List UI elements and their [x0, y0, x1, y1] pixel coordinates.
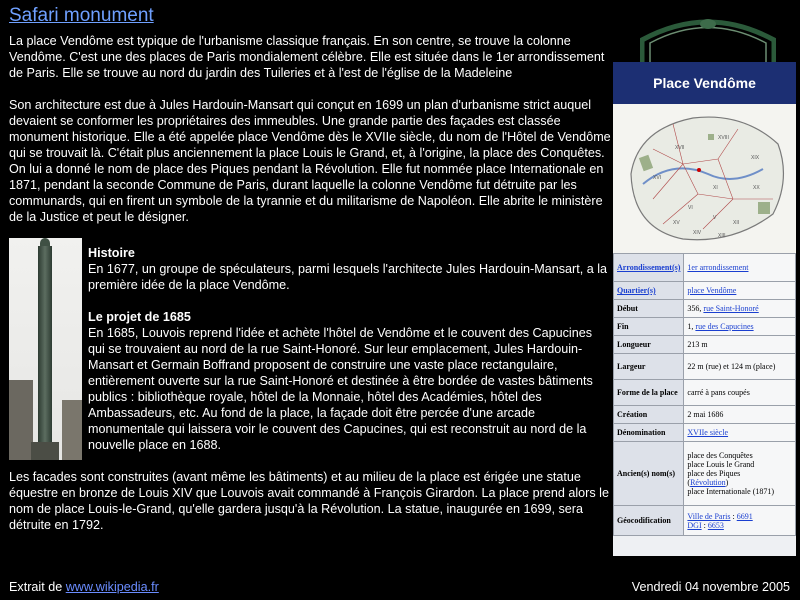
forme-key: Forme de la place	[614, 380, 684, 406]
ancien-nom: place Internationale (1871)	[687, 487, 775, 496]
creation-value: 2 mai 1686	[684, 406, 796, 424]
paris-map	[613, 104, 796, 253]
arrondissement-link[interactable]: 1er arrondissement	[687, 263, 749, 272]
table-row	[614, 406, 796, 424]
histoire-paragraph: En 1677, un groupe de spéculateurs, parmi lesquels l'architecte Jules Hardouin-Mansart, a la première idée de la place Vendôme.	[88, 262, 608, 292]
arrondissement-key-link[interactable]: Arrondissement(s)	[617, 263, 681, 272]
table-row: Géocodification Ville de Paris : 6691 DGI : 6653	[614, 506, 796, 536]
svg-text:XV: XV	[673, 220, 680, 226]
dgi-link[interactable]: DGI	[687, 520, 702, 530]
colonne-vendome-photo	[9, 238, 82, 460]
table-row	[614, 336, 796, 354]
anciens-noms-key: Ancien(s) nom(s)	[614, 442, 684, 506]
siecle-link[interactable]: XVIIe siècle	[687, 428, 729, 437]
svg-text:XX: XX	[753, 185, 760, 191]
svg-text:XVII: XVII	[675, 145, 685, 151]
metro-arch-icon	[640, 10, 776, 62]
intro-paragraph: La place Vendôme est typique de l'urbanisme classique français. En son centre, se trouve la colonne Vendôme. C'est une des places de Paris mondialement célèbre. Elle est située dans le 1er arrondissement de Paris. Elle se trouve au nord du jardin des Tuileries et à l'est de l'église de la Madeleine	[9, 34, 605, 80]
ancien-nom: place des Piques	[687, 469, 741, 478]
largeur-value: 22 m (rue) et 124 m (place)	[684, 354, 796, 380]
infobox-table	[613, 253, 796, 536]
paris-arrondissements-map-icon	[613, 104, 796, 253]
svg-text:XI: XI	[713, 185, 718, 191]
ancien-nom: place des Conquêtes	[687, 451, 753, 460]
largeur-key: Largeur	[614, 354, 684, 380]
architecture-paragraph: Son architecture est due à Jules Hardouin-Mansart qui conçut en 1699 un plan d'urbanisme strict auquel devaient se conformer les propriétaires des immeubles. Une grande partie des façades est classée monument historique. Elle a été appelée place Vendôme dès le XVIIe siècle, du nom de l'Hôtel de Vendôme qui se trouvait là. C'était plus anciennement la place Louis le Grand, et, à l'origine, la place des Conquêtes. On lui a donné le nom de place des Piques pendant la Révolution. Elle fut nommée place Internationale en 1871, pendant la seconde Commune de Paris, durant laquelle la colonne Vendôme fut détruite par les communards, qui en firent un symbole de la tyrannie et du militarisme de Napoléon. Elle abrite le ministère de la Justice et peut le désigner.	[9, 98, 611, 224]
table-row	[614, 254, 796, 282]
longueur-key: Longueur	[614, 336, 684, 354]
facades-paragraph: Les facades sont construites (avant même les bâtiments) et au milieu de la place est érigée une statue équestre en bronze de Louis XIV que Louvois avait commandé à François Girardon. La place prend alors le nom de place Louis-le-Grand, qu'elle gardera jusqu'à la Révolution. La statue, inaugurée en 1699, sera détruite en 1792.	[9, 470, 609, 532]
quartier-key-link[interactable]: Quartier(s)	[617, 286, 656, 295]
infobox-title: Place Vendôme	[613, 62, 796, 104]
saint-honore-link[interactable]: rue Saint-Honoré	[703, 304, 759, 313]
footer-date: Vendredi 04 novembre 2005	[631, 580, 790, 594]
revolution-link[interactable]: Révolution	[690, 478, 726, 487]
infobox	[613, 62, 796, 556]
longueur-value: 213 m	[684, 336, 796, 354]
capucines-link[interactable]: rue des Capucines	[695, 322, 754, 331]
table-row	[614, 380, 796, 406]
svg-text:XIX: XIX	[751, 155, 760, 161]
quartier-link[interactable]: place Vendôme	[687, 286, 737, 295]
projet-paragraph: En 1685, Louvois reprend l'idée et achète l'hôtel de Vendôme et le couvent des Capucines qui se trouvaient au nord de la rue Saint-Honoré. Sur leur emplacement, Jules Hardouin-Mansart et Germain Boffrand proposent de construire une vaste place rectangulaire, entièrement ouverte sur la rue Saint-Honoré et destinée à être bordée de vastes bâtiments publics : bibliothèque royale, hôtel de la Monnaie, hôtel des Académies, hôtel des Ambassadeurs, etc. Au fond de la place, la façade doit être percée d'une arcade monumentale qui laissera voir le couvent des Capucines, qui est reconstruit au nord de la nouvelle place en 1688.	[88, 326, 593, 452]
svg-text:XIV: XIV	[693, 230, 702, 236]
fin-key: Fin	[614, 318, 684, 336]
projet-heading: Le projet de 1685	[88, 310, 191, 324]
geocode-paris-link[interactable]: 6691	[736, 511, 753, 521]
forme-value: carré à pans coupés	[684, 380, 796, 406]
debut-key: Début	[614, 300, 684, 318]
svg-text:XIII: XIII	[718, 233, 726, 239]
geocode-dgi-link[interactable]: 6653	[707, 520, 724, 530]
table-row: Ancien(s) nom(s) place des Conquêtes place Louis le Grand place des Piques (Révolution) place Internationale (1871)	[614, 442, 796, 506]
svg-text:VI: VI	[688, 205, 693, 211]
wikipedia-link[interactable]: www.wikipedia.fr	[65, 580, 159, 594]
footer-source	[9, 580, 159, 594]
fin-prefix: 1,	[687, 322, 696, 331]
table-row	[614, 354, 796, 380]
table-row	[614, 318, 796, 336]
histoire-heading: Histoire	[88, 246, 135, 260]
article-body	[9, 33, 612, 549]
svg-text:XVIII: XVIII	[718, 135, 729, 141]
page-title[interactable]: Safari monument	[9, 5, 154, 26]
table-row	[614, 424, 796, 442]
svg-text:XVI: XVI	[653, 175, 662, 181]
table-row	[614, 282, 796, 300]
extract-label: Extrait de	[9, 580, 66, 594]
table-row	[614, 300, 796, 318]
svg-text:XII: XII	[733, 220, 740, 226]
ancien-nom: place Louis le Grand	[687, 460, 755, 469]
ville-de-paris-link[interactable]: Ville de Paris	[687, 511, 731, 521]
denomination-key: Dénomination	[614, 424, 684, 442]
geocodification-key: Géocodification	[614, 506, 684, 536]
debut-prefix: 356,	[687, 304, 704, 313]
svg-text:V: V	[713, 215, 717, 221]
creation-key: Création	[614, 406, 684, 424]
